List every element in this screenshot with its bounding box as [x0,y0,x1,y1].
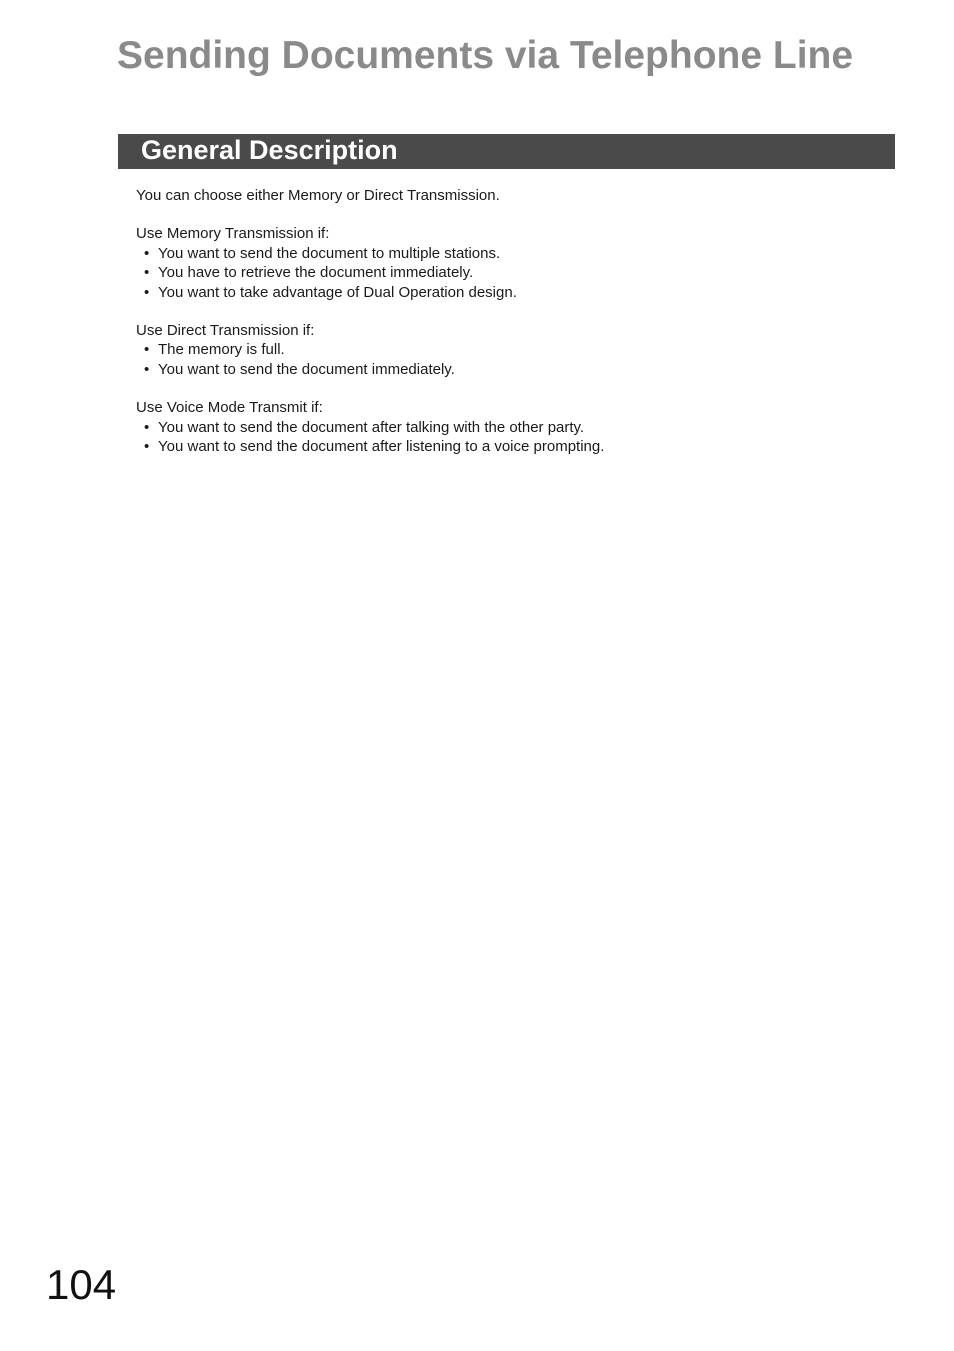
intro-paragraph: You can choose either Memory or Direct Transmission. [136,187,500,204]
list-item-text: You want to send the document after talking with the other party. [158,418,585,436]
section-body [136,186,876,456]
group-heading: Use Memory Transmission if: [136,225,330,243]
direct-transmission-group [136,321,876,379]
section-heading-bar [118,134,895,169]
bullet-icon: • [144,438,150,456]
bullet-icon: • [144,360,150,378]
list-item-text: You want to send the document immediately. [158,360,455,378]
memory-transmission-group [136,224,876,302]
bullet-icon: • [144,418,150,436]
bullet-icon: • [144,283,150,301]
group-heading: Use Direct Transmission if: [136,322,315,340]
page-number: 104 [46,1261,117,1308]
bullet-list [136,340,876,379]
list-item [136,340,876,359]
list-item [136,283,876,302]
list-item [136,244,876,263]
list-item [136,263,876,282]
group-heading: Use Voice Mode Transmit if: [136,399,323,417]
page-title: Sending Documents via Telephone Line [117,34,854,77]
voice-mode-transmit-group [136,398,876,456]
list-item-text: You want to send the document to multiple stations. [158,244,501,262]
list-item-text: You have to retrieve the document immediately. [158,264,474,282]
list-item-text: The memory is full. [158,341,285,359]
bullet-icon: • [144,244,150,262]
list-item [136,437,876,456]
list-item-text: You want to send the document after listening to a voice prompting. [158,438,605,456]
list-item-text: You want to take advantage of Dual Operation design. [158,283,517,301]
bullet-icon: • [144,341,150,359]
list-item [136,418,876,437]
bullet-list [136,244,876,302]
bullet-list [136,418,876,457]
bullet-icon: • [144,264,150,282]
list-item [136,360,876,379]
section-heading: General Description [141,135,398,165]
